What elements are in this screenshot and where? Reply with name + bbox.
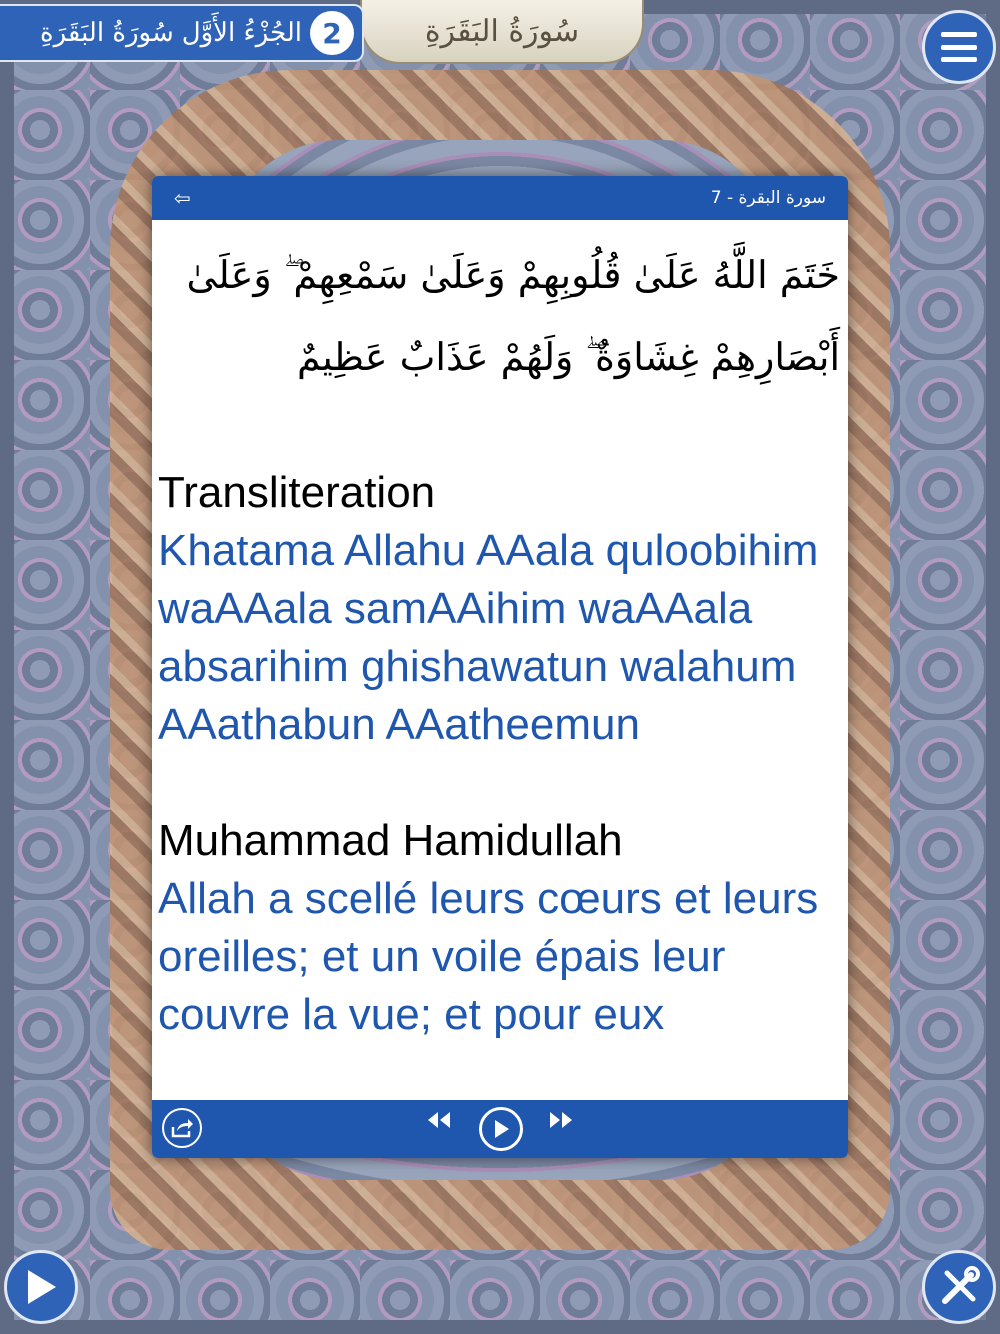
share-icon [170,1117,194,1139]
dialog-footer [152,1100,848,1158]
translation-text: Allah a scellé leurs cœurs et leurs oreilles; et un voile épais leur couvre la vue; et pour eux [158,874,819,1039]
play-icon [492,1118,510,1140]
transliteration-text: Khatama Allahu AAala quloobihim waAAala samAAihim waAAala absarihim ghishawatun walahum AAathabun AAatheemun [158,526,819,749]
dialog-header [152,176,848,220]
surah-label: سُورَةُ البَقَرَةِ [39,18,174,48]
arabic-verse: خَتَمَ اللَّهُ عَلَىٰ قُلُوبِهِمْ وَعَلَىٰ سَمْعِهِمْ ۖ وَعَلَىٰ أَبْصَارِهِمْ غِشَاوَةٌ ۖ وَلَهُمْ عَذَابٌ عَظِيمٌ [186,253,840,379]
fast-forward-icon [548,1110,574,1130]
play-icon [24,1268,58,1306]
hamburger-icon [941,32,977,62]
play-verse-button[interactable] [479,1107,523,1151]
rewind-icon [426,1110,452,1130]
translation-heading: Muhammad Hamidullah [158,816,623,865]
juz-label: الجُزْءُ الأَوَّل [181,18,302,48]
dialog-title: سورة البقرة - 7 [710,188,826,208]
rewind-button[interactable] [426,1110,452,1136]
transliteration-heading: Transliteration [158,468,436,517]
back-arrow-icon[interactable]: ⇦ [174,186,191,210]
surah-title-cartouche [360,0,644,64]
forward-button[interactable] [548,1110,574,1136]
menu-button[interactable] [922,10,996,84]
page-number-badge: 2 [310,11,354,55]
share-button[interactable] [162,1108,202,1148]
dialog-content[interactable] [152,220,848,1100]
juz-surah-selector[interactable] [0,4,364,62]
verse-dialog [152,176,848,1158]
surah-title-text: سُورَةُ البَقَرَةِ [424,13,580,49]
play-button[interactable] [4,1250,78,1324]
tools-button[interactable] [922,1250,996,1324]
wrench-screwdriver-icon [937,1265,981,1309]
